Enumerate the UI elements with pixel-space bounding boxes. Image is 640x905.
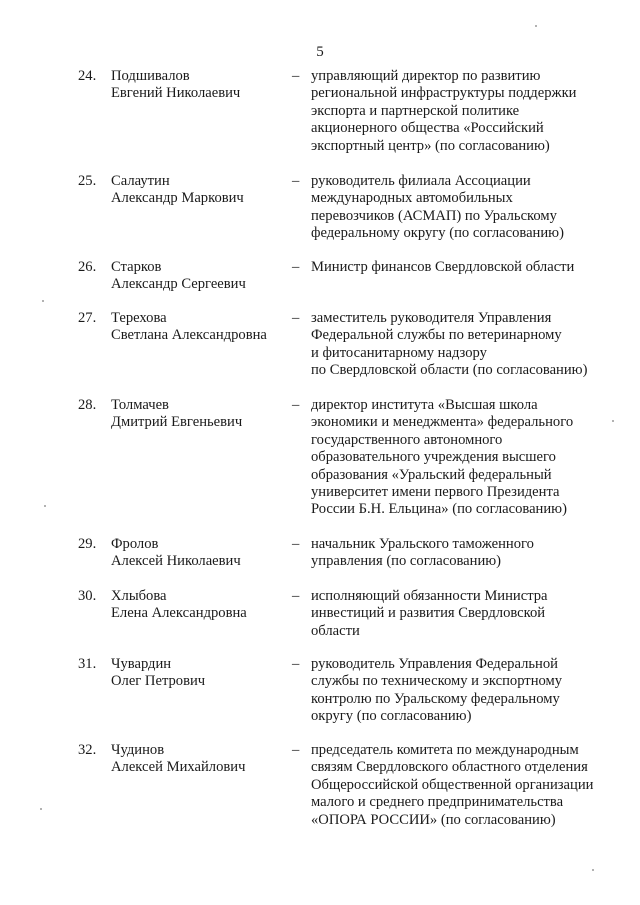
position-line: государственного автономного — [311, 431, 503, 448]
position-line: руководитель Управления Федеральной — [311, 656, 558, 672]
position-line: «ОПОРА РОССИИ» (по согласованию) — [311, 811, 556, 828]
position-line: инвестиций и развития Свердловской — [311, 605, 546, 622]
item-number: 25. — [78, 173, 97, 189]
member-surname: Хлыбова — [111, 588, 167, 604]
scan-speck — [40, 808, 42, 810]
position-line: исполняющий обязанности Министра — [311, 588, 548, 604]
position-line: перевозчиков (АСМАП) по Уральскому — [311, 207, 557, 224]
dash-separator: – — [292, 68, 300, 84]
dash-separator: – — [292, 656, 300, 672]
position-line: управляющий директор по развитию — [311, 68, 541, 84]
position-line: России Б.Н. Ельцина» (по согласованию) — [311, 501, 567, 518]
member-name — [111, 742, 286, 777]
position-line: связям Свердловского областного отделения — [311, 759, 588, 776]
member-surname: Фролов — [111, 536, 159, 552]
position-line: Федеральной службы по ветеринарному — [311, 327, 562, 344]
position-line: образовательного учреждения высшего — [311, 449, 556, 466]
member-name — [111, 397, 286, 432]
position-line: начальник Уральского таможенного — [311, 536, 534, 552]
member-position — [311, 742, 607, 829]
position-line: университет имени первого Президента — [311, 484, 560, 501]
item-number: 27. — [78, 310, 97, 326]
item-number: 24. — [78, 68, 97, 84]
member-name — [111, 656, 286, 691]
position-line: руководитель филиала Ассоциации — [311, 173, 531, 189]
position-line: акционерного общества «Российский — [311, 120, 544, 137]
member-surname: Старков — [111, 259, 162, 275]
member-name — [111, 588, 286, 623]
member-given-names: Александр Сергеевич — [111, 276, 246, 293]
position-line: области — [311, 622, 360, 639]
position-line: председатель комитета по международным — [311, 742, 579, 758]
member-given-names: Дмитрий Евгеньевич — [111, 414, 243, 431]
position-line: и фитосанитарному надзору — [311, 344, 487, 361]
item-number: 31. — [78, 656, 97, 672]
position-line: управления (по согласованию) — [311, 553, 502, 570]
dash-separator: – — [292, 588, 300, 604]
position-line: экспорта и партнерской политике — [311, 102, 520, 119]
position-line: округу (по согласованию) — [311, 708, 472, 725]
scan-speck — [612, 420, 614, 422]
scan-speck — [44, 505, 46, 507]
position-line: контролю по Уральскому федеральному — [311, 690, 560, 707]
position-line: службы по техническому и экспортному — [311, 673, 563, 690]
position-line: Министр финансов Свердловской области — [311, 259, 575, 275]
member-position — [311, 259, 607, 276]
member-given-names: Олег Петрович — [111, 673, 206, 690]
member-position — [311, 588, 607, 640]
member-given-names: Елена Александровна — [111, 605, 247, 622]
item-number: 29. — [78, 536, 97, 552]
position-line: малого и среднего предпринимательства — [311, 794, 564, 811]
position-line: экономики и менеджмента» федерального — [311, 414, 574, 431]
dash-separator: – — [292, 259, 300, 275]
member-position — [311, 536, 607, 571]
position-line: заместитель руководителя Управления — [311, 310, 552, 326]
page-number: 5 — [316, 44, 324, 60]
scan-speck — [42, 300, 44, 302]
member-name — [111, 536, 286, 571]
member-position — [311, 656, 607, 726]
dash-separator: – — [292, 536, 300, 552]
position-line: Общероссийской общественной организации — [311, 776, 594, 793]
member-surname: Чудинов — [111, 742, 165, 758]
dash-separator: – — [292, 310, 300, 326]
member-position — [311, 173, 607, 243]
member-name — [111, 259, 286, 294]
position-line: образования «Уральский федеральный — [311, 466, 552, 483]
position-line: международных автомобильных — [311, 190, 513, 207]
dash-separator: – — [292, 173, 300, 189]
member-name — [111, 173, 286, 208]
member-given-names: Светлана Александровна — [111, 327, 267, 344]
member-given-names: Алексей Николаевич — [111, 553, 241, 570]
position-line: по Свердловской области (по согласованию) — [311, 362, 588, 379]
position-line: региональной инфраструктуры поддержки — [311, 85, 577, 102]
scan-speck — [535, 25, 537, 27]
member-given-names: Евгений Николаевич — [111, 85, 241, 102]
member-surname: Подшивалов — [111, 68, 190, 84]
member-position — [311, 310, 607, 380]
member-surname: Чувардин — [111, 656, 172, 672]
item-number: 30. — [78, 588, 97, 604]
position-line: директор института «Высшая школа — [311, 397, 538, 413]
member-position — [311, 397, 607, 519]
dash-separator: – — [292, 397, 300, 413]
scan-speck — [592, 869, 594, 871]
member-surname: Терехова — [111, 310, 167, 326]
item-number: 28. — [78, 397, 97, 413]
member-position — [311, 68, 607, 155]
member-given-names: Алексей Михайлович — [111, 759, 246, 776]
member-surname: Толмачев — [111, 397, 169, 413]
position-line: экспортный центр» (по согласованию) — [311, 137, 550, 154]
position-line: федеральному округу (по согласованию) — [311, 225, 564, 242]
member-surname: Салаутин — [111, 173, 170, 189]
member-name — [111, 310, 286, 345]
item-number: 32. — [78, 742, 97, 758]
item-number: 26. — [78, 259, 97, 275]
dash-separator: – — [292, 742, 300, 758]
member-name — [111, 68, 286, 103]
member-given-names: Александр Маркович — [111, 190, 244, 207]
